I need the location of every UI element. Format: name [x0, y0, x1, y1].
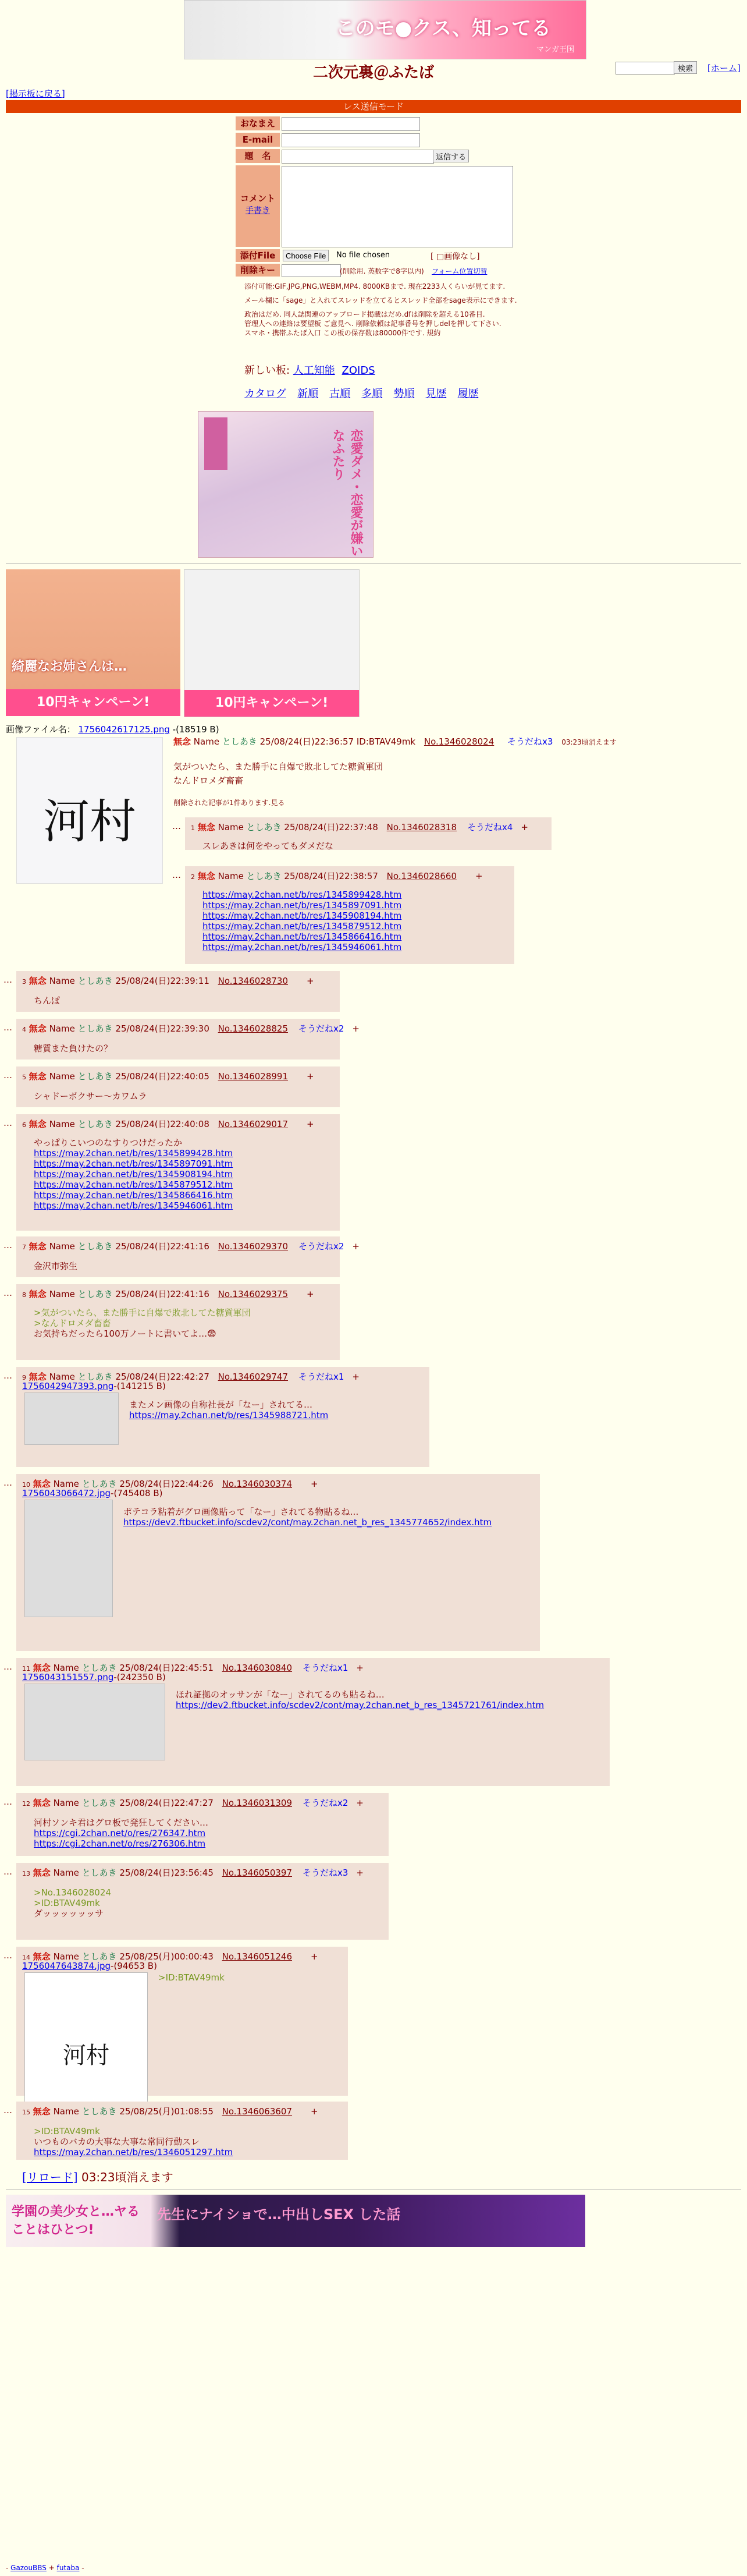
reply-datetime: 25/08/24(日)22:39:11	[115, 976, 209, 986]
reply-index: 12	[22, 1800, 30, 1808]
reply-line: スレあきは何をやってもダメだな	[202, 841, 334, 851]
footer-gazoubbs-link[interactable]: GazouBBS	[10, 2564, 47, 2572]
footer-plus: +	[46, 2564, 57, 2572]
reply-post-number[interactable]: No.1346028318	[386, 822, 457, 832]
reply-thumbnail[interactable]	[24, 1684, 165, 1760]
op-filename-link[interactable]: 1756042617125.png	[78, 724, 170, 735]
reply-subject: 無念	[33, 1868, 51, 1878]
reply-post	[16, 1474, 540, 1651]
reply-url-link[interactable]: https://may.2chan.net/b/res/1345866416.htm	[202, 931, 402, 942]
op-line: 気がついたら、また勝手に自爆で敗北してた糖質軍団	[173, 761, 383, 772]
reply-datetime: 25/08/25(月)01:08:55	[119, 2106, 214, 2117]
note-item: 管理人への連絡は要望板 ご意見へ. 削除依頼は記事番号を押しdelを押して下さい.	[244, 320, 501, 328]
reply-url-link[interactable]: https://may.2chan.net/b/res/1345899428.htm	[34, 1148, 233, 1158]
reply-line: いつものバカの大事な大事な常同行動スレ	[34, 2136, 200, 2147]
ad-tag	[204, 417, 227, 470]
reply-line: お気持ちだったら100万ノートに書いてよ…😨	[34, 1328, 216, 1339]
reply-post-number[interactable]: No.1346063607	[222, 2106, 292, 2117]
reply-url-link[interactable]: https://may.2chan.net/b/res/1345946061.htm	[34, 1200, 233, 1211]
reply-line: ポテコラ粘着がグロ画像貼って「なー」されてる物貼るね…	[123, 1507, 359, 1517]
reply-datetime: 25/08/24(日)22:45:51	[119, 1663, 214, 1673]
reply-name: としあき	[77, 1372, 113, 1382]
reply-filesize: -(141215 B)	[113, 1381, 166, 1391]
reply-plus-button[interactable]: +	[356, 1868, 364, 1878]
reply-index: 6	[22, 1121, 26, 1129]
reply-subject: 無念	[29, 1372, 47, 1382]
reply-line: 糖質また負けたの？	[34, 1043, 113, 1054]
bottom-ad-left: 学園の美少女と…ヤることはひとつ!	[12, 2205, 140, 2237]
banner-text: このモ●クス、知ってる	[335, 17, 551, 40]
reply-name-label: Name	[49, 1071, 75, 1082]
submit-reply-button[interactable]: 返信する	[433, 150, 469, 162]
op-line: なんドロメダ畜畜	[173, 775, 244, 786]
reply-post	[16, 1863, 389, 1940]
op-image-text: 河村	[43, 795, 136, 849]
reply-datetime: 25/08/24(日)22:41:16	[115, 1241, 209, 1252]
reply-line: 金沢市弥生	[34, 1261, 78, 1271]
reply-ellipsis: …	[3, 1370, 12, 1381]
reply-url-link[interactable]: https://may.2chan.net/b/res/1346051297.htm	[34, 2147, 233, 2157]
reply-ellipsis: …	[3, 2105, 12, 2116]
bottom-ad-right: 先生にナイショで…中出しSEX した話	[157, 2206, 401, 2223]
reply-post-number[interactable]: No.1346029017	[218, 1119, 288, 1129]
reply-subject: 無念	[29, 976, 47, 986]
home-link[interactable]: [ホーム]	[707, 63, 741, 73]
reply-name: としあき	[81, 1951, 117, 1962]
reply-soudane[interactable]: そうだねx4	[467, 822, 513, 832]
reply-post-number[interactable]: No.1346051246	[222, 1951, 292, 1962]
name-field[interactable]	[282, 117, 420, 131]
reply-name-label: Name	[49, 1119, 75, 1129]
reply-plus-button[interactable]: +	[311, 1479, 318, 1489]
catalog-link[interactable]: カタログ	[244, 388, 286, 400]
reply-plus-button[interactable]: +	[307, 1119, 314, 1129]
top-ad-banner[interactable]	[184, 0, 586, 59]
reply-plus-button[interactable]: +	[356, 1663, 364, 1673]
reply-ellipsis: …	[3, 1240, 12, 1250]
reply-ellipsis: …	[3, 1288, 12, 1298]
reply-line: ちんぽ	[34, 995, 61, 1006]
reply-post	[16, 1114, 340, 1231]
reply-post	[16, 971, 340, 1012]
reply-index: 5	[22, 1073, 26, 1081]
reply-url-link[interactable]: https://may.2chan.net/b/res/1345946061.htm	[202, 942, 402, 952]
no-image-checkbox[interactable]: [ □画像なし]	[431, 252, 480, 261]
reply-name-label: Name	[49, 976, 75, 986]
search-button[interactable]: 検索	[674, 61, 697, 74]
reply-ellipsis: …	[3, 1797, 12, 1807]
reply-plus-button[interactable]: +	[307, 1289, 314, 1299]
reply-line: ダッッッッッッサ	[34, 1908, 104, 1919]
reply-url-link[interactable]: https://may.2chan.net/b/res/1345897091.htm	[202, 900, 402, 910]
reply-ellipsis: …	[172, 870, 181, 880]
reply-plus-button[interactable]: +	[311, 1951, 318, 1962]
reply-subject: 無念	[33, 1663, 51, 1673]
reply-mode-bar: レス送信モード	[6, 100, 741, 113]
reply-name-label: Name	[53, 1868, 79, 1878]
reply-index: 13	[22, 1870, 30, 1877]
reload-note: 03:23頃消えます	[81, 2170, 173, 2184]
reply-plus-button[interactable]: +	[356, 1798, 364, 1808]
reply-ellipsis: …	[3, 1477, 12, 1488]
reply-url-link[interactable]: https://cgi.2chan.net/o/res/276306.htm	[34, 1838, 206, 1849]
reply-subject: 無念	[29, 1119, 47, 1129]
reply-index: 15	[22, 2109, 30, 2116]
reply-url-link[interactable]: https://may.2chan.net/b/res/1345908194.htm	[34, 1169, 233, 1179]
reply-index: 7	[22, 1243, 26, 1251]
reply-post	[16, 1284, 340, 1360]
reply-soudane[interactable]: そうだねx2	[303, 1798, 348, 1808]
reply-url-link[interactable]: https://may.2chan.net/b/res/1345879512.htm	[34, 1179, 233, 1190]
reply-name-label: Name	[49, 1023, 75, 1034]
reply-subject: 無念	[29, 1071, 47, 1082]
reply-post	[16, 1236, 360, 1277]
reply-name: としあき	[246, 822, 282, 832]
op-filename-label: 画像ファイル名：	[6, 724, 76, 735]
subject-label: 題 名	[236, 149, 280, 163]
reply-name: としあき	[77, 1071, 113, 1082]
footer-futaba-link[interactable]: futaba	[56, 2564, 80, 2572]
reply-name: としあき	[81, 2106, 117, 2117]
reply-name-label: Name	[53, 1663, 79, 1673]
reply-datetime: 25/08/24(日)22:38:57	[284, 871, 378, 881]
reply-filesize: -(94653 B)	[111, 1961, 157, 1971]
reply-file-link[interactable]: 1756043066472.jpg	[22, 1488, 111, 1498]
reply-plus-button[interactable]: +	[475, 871, 483, 881]
campaign-label: 10円キャンペーン!	[6, 689, 180, 716]
op-image[interactable]	[16, 737, 163, 884]
reply-subject: 無念	[29, 1023, 47, 1034]
file-status: No file chosen	[336, 251, 390, 260]
reply-quote: >気がついたら、また勝手に自爆で敗北してた糖質軍団	[34, 1308, 251, 1318]
reply-post-number[interactable]: No.1346031309	[222, 1798, 292, 1808]
note-item: メール欄に「sage」と入れてスレッドを立てるとスレッド全部をsage表示にできます.	[244, 296, 517, 304]
reply-datetime: 25/08/24(日)22:44:26	[119, 1479, 214, 1489]
middle-ad[interactable]	[198, 411, 374, 558]
reply-name-label: Name	[49, 1241, 75, 1252]
sort-many-link[interactable]: 多順	[361, 388, 383, 400]
reply-name-label: Name	[218, 822, 244, 832]
reply-name-label: Name	[53, 2106, 79, 2117]
reply-index: 8	[22, 1291, 26, 1299]
reply-post	[16, 1066, 340, 1107]
campaign-ad-right[interactable]	[184, 569, 360, 717]
reply-name: としあき	[81, 1479, 117, 1489]
reply-post-number[interactable]: No.1346029370	[218, 1241, 288, 1252]
footer-dash: -	[6, 2564, 11, 2572]
reply-soudane[interactable]: そうだねx1	[303, 1663, 348, 1673]
new-board-link[interactable]: 人工知能	[293, 364, 335, 377]
delkey-field[interactable]	[282, 264, 341, 277]
subject-field[interactable]	[282, 150, 434, 164]
reply-quote: >なんドロメダ畜畜	[34, 1318, 111, 1328]
reply-post-number[interactable]: No.1346029747	[218, 1372, 288, 1382]
handwrite-link[interactable]: 手書き	[246, 206, 270, 215]
email-label: E-mail	[236, 133, 280, 147]
reply-post	[16, 1658, 610, 1786]
new-boards-label: 新しい板:	[244, 364, 290, 377]
reply-ellipsis: …	[3, 1950, 12, 1961]
reply-datetime: 25/08/24(日)22:40:05	[115, 1071, 209, 1082]
reply-url-link[interactable]: https://may.2chan.net/b/res/1345899428.htm	[202, 890, 402, 900]
reply-url-link[interactable]: https://may.2chan.net/b/res/1345897091.htm	[34, 1158, 233, 1169]
back-to-board-link[interactable]: [掲示板に戻る]	[6, 88, 65, 99]
campaign-label: 10円キャンペーン!	[184, 690, 359, 717]
reply-name-label: Name	[49, 1372, 75, 1382]
reply-post-number[interactable]: No.1346030374	[222, 1479, 292, 1489]
op-subject: 無念	[173, 736, 191, 747]
history-link[interactable]: 履歴	[457, 388, 479, 400]
reply-post-number[interactable]: No.1346028991	[218, 1071, 288, 1082]
reply-quote: >ID:BTAV49mk	[34, 1898, 100, 1908]
reply-post	[16, 1367, 429, 1467]
bottom-ad[interactable]	[6, 2195, 585, 2247]
campaign-ad-left[interactable]	[6, 569, 180, 716]
reply-url-link[interactable]: https://dev2.ftbucket.info/scdev2/cont/may.2chan.net_b_res_1345774652/index.htm	[123, 1517, 492, 1528]
reply-line: 河村ソンキ君はグロ板で発狂してください…	[34, 1817, 209, 1828]
reply-datetime: 25/08/25(月)00:00:43	[119, 1951, 214, 1962]
reply-post	[16, 1793, 389, 1856]
comment-textarea[interactable]	[282, 166, 513, 247]
reply-post	[185, 817, 552, 850]
op-expire: 03:23頃消えます	[561, 738, 617, 746]
deleted-note[interactable]: 削除された記事が1件あります.見る	[173, 799, 285, 807]
reply-soudane[interactable]: そうだねx1	[298, 1372, 344, 1382]
reply-name: としあき	[81, 1798, 117, 1808]
reply-thumbnail[interactable]	[24, 1392, 119, 1445]
reply-index: 14	[22, 1954, 30, 1961]
reply-name: としあき	[81, 1663, 117, 1673]
new-board-link[interactable]: ZOIDS	[342, 364, 375, 377]
reply-subject: 無念	[33, 1798, 51, 1808]
reply-plus-button[interactable]: +	[311, 2106, 318, 2117]
reply-ellipsis: …	[3, 1661, 12, 1672]
reply-file-link[interactable]: 1756043151557.png	[22, 1672, 114, 1682]
reply-line: ほれ証拠のオッサンが「なー」されてるのも貼るね…	[176, 1689, 385, 1700]
reply-name: としあき	[77, 1289, 113, 1299]
reply-name-label: Name	[53, 1479, 79, 1489]
thumbnail-text: 河村	[63, 2042, 109, 2069]
reply-plus-button[interactable]: +	[307, 1071, 314, 1082]
sort-momentum-link[interactable]: 勢順	[393, 388, 415, 400]
reply-index: 10	[22, 1481, 30, 1489]
reply-line: やっぱりこいつのなすりつけだったか	[34, 1138, 183, 1148]
reply-ellipsis: …	[3, 1866, 12, 1877]
reply-subject: 無念	[33, 1951, 51, 1962]
footer-dash: -	[79, 2564, 84, 2572]
reply-post-number[interactable]: No.1346028730	[218, 976, 288, 986]
note-item: スマホ・携帯ふたば入口 この板の保存数は80000件です. 規約	[244, 329, 441, 337]
reply-url-link[interactable]: https://dev2.ftbucket.info/scdev2/cont/may.2chan.net_b_res_1345721761/index.htm	[176, 1700, 545, 1710]
delkey-note: (削除用. 英数字で8字以内)	[340, 267, 424, 275]
op-name: としあき	[222, 736, 257, 747]
reply-name: としあき	[81, 1868, 117, 1878]
reply-post-number[interactable]: No.1346029375	[218, 1289, 288, 1299]
reply-datetime: 25/08/24(日)22:42:27	[115, 1372, 209, 1382]
reply-post	[185, 866, 514, 964]
email-field[interactable]	[282, 133, 420, 147]
reply-quote: >No.1346028024	[34, 1887, 111, 1898]
reply-subject: 無念	[29, 1241, 47, 1252]
reply-name-label: Name	[49, 1289, 75, 1299]
note-item: 政治はだめ. 同人誌関連のアップロード掲載はだめ.dfは削除を超える10番目.	[244, 310, 485, 318]
reply-post-number[interactable]: No.1346028825	[218, 1023, 288, 1034]
reply-plus-button[interactable]: +	[307, 976, 314, 986]
reply-subject: 無念	[33, 1479, 51, 1489]
reply-datetime: 25/08/24(日)23:56:45	[119, 1868, 214, 1878]
reply-datetime: 25/08/24(日)22:39:30	[115, 1023, 209, 1034]
ad-title: 恋愛ダメ・恋愛が嫌いなふたり	[330, 429, 363, 557]
sort-old-link[interactable]: 古順	[329, 388, 351, 400]
reply-soudane[interactable]: そうだねx2	[298, 1241, 344, 1252]
search-input[interactable]	[616, 62, 675, 75]
op-filesize: -(18519 B)	[172, 724, 219, 735]
reply-datetime: 25/08/24(日)22:40:08	[115, 1119, 209, 1129]
reply-index: 2	[191, 873, 195, 881]
reply-post-number[interactable]: No.1346028660	[386, 871, 457, 881]
reply-name-label: Name	[218, 871, 244, 881]
comment-label-cell	[236, 165, 280, 247]
reply-ellipsis: …	[3, 975, 12, 985]
reply-datetime: 25/08/24(日)22:37:48	[284, 822, 378, 832]
reply-ellipsis: …	[172, 821, 181, 831]
reply-post	[16, 1947, 348, 2096]
reply-quote: >ID:BTAV49mk	[158, 1972, 225, 1983]
reply-post-number[interactable]: No.1346030840	[222, 1663, 292, 1673]
op-name-label: Name	[193, 736, 220, 747]
reply-name: としあき	[77, 1119, 113, 1129]
reply-subject: 無念	[197, 822, 215, 832]
reply-index: 11	[22, 1665, 30, 1673]
reply-file-link[interactable]: 1756042947393.png	[22, 1381, 114, 1391]
reply-plus-button[interactable]: +	[352, 1372, 360, 1382]
reply-plus-button[interactable]: +	[521, 822, 528, 832]
form-position-link[interactable]: フォーム位置切替	[432, 267, 488, 275]
reply-subject: 無念	[29, 1289, 47, 1299]
reply-ellipsis: …	[3, 1022, 12, 1033]
reply-soudane[interactable]: そうだねx3	[303, 1868, 348, 1878]
board-title: 二次元裏＠ふたば	[312, 64, 434, 82]
reply-plus-button[interactable]: +	[352, 1023, 360, 1034]
reply-quote: >ID:BTAV49mk	[34, 2126, 100, 2136]
reply-subject: 無念	[197, 871, 215, 881]
reply-ellipsis: …	[3, 1070, 12, 1080]
reply-thumbnail[interactable]	[24, 1500, 113, 1617]
reply-datetime: 25/08/24(日)22:41:16	[115, 1289, 209, 1299]
reply-filesize: -(242350 B)	[113, 1672, 166, 1682]
reply-index: 9	[22, 1374, 26, 1381]
reply-ellipsis: …	[3, 1118, 12, 1128]
reply-name: としあき	[77, 1241, 113, 1252]
reply-post	[16, 2102, 348, 2160]
delkey-label: 削除キー	[236, 264, 280, 277]
reply-url-link[interactable]: https://may.2chan.net/b/res/1345908194.htm	[202, 910, 402, 921]
reply-filesize: -(745408 B)	[111, 1488, 163, 1498]
file-label: 添付File	[236, 249, 280, 262]
reply-url-link[interactable]: https://cgi.2chan.net/o/res/276347.htm	[34, 1828, 206, 1838]
reply-file-link[interactable]: 1756047643874.jpg	[22, 1961, 111, 1971]
reply-url-link[interactable]: https://may.2chan.net/b/res/1345866416.htm	[34, 1190, 233, 1200]
reply-datetime: 25/08/24(日)22:47:27	[119, 1798, 214, 1808]
reply-name-label: Name	[53, 1798, 79, 1808]
campaign-caption: 綺麗なお姉さんは…	[12, 660, 127, 674]
view-history-link[interactable]: 見歴	[425, 388, 447, 400]
op-soudane[interactable]: そうだねx3	[507, 736, 553, 747]
reply-subject: 無念	[33, 2106, 51, 2117]
reply-name-label: Name	[53, 1951, 79, 1962]
banner-sub: マンガ王国	[536, 45, 574, 54]
reply-name: としあき	[77, 1023, 113, 1034]
reply-post-number[interactable]: No.1346050397	[222, 1868, 292, 1878]
sort-new-link[interactable]: 新順	[297, 388, 319, 400]
reply-index: 1	[191, 824, 195, 832]
reply-line: またメン画像の自称社長が「なー」されてる…	[129, 1399, 313, 1410]
choose-file-button[interactable]: Choose File	[283, 250, 329, 261]
reply-name: としあき	[77, 976, 113, 986]
reply-post	[16, 1019, 360, 1060]
comment-label: コメント	[240, 193, 275, 204]
reply-url-link[interactable]: https://may.2chan.net/b/res/1345988721.htm	[129, 1410, 329, 1420]
reply-index: 3	[22, 978, 26, 986]
op-datetime: 25/08/24(日)22:36:57 ID:BTAV49mk	[259, 736, 416, 747]
reply-url-link[interactable]: https://may.2chan.net/b/res/1345879512.htm	[202, 921, 402, 931]
reply-index: 4	[22, 1026, 26, 1033]
name-label: おなまえ	[236, 116, 280, 130]
reply-soudane[interactable]: そうだねx2	[298, 1023, 344, 1034]
reply-name: としあき	[246, 871, 282, 881]
reply-plus-button[interactable]: +	[352, 1241, 360, 1252]
reply-line: シャドーボクサー〜カワムラ	[34, 1091, 147, 1101]
reload-link[interactable]: [リロード]	[22, 2170, 78, 2184]
op-post-number[interactable]: No.1346028024	[424, 736, 495, 747]
note-item: 添付可能:GIF,JPG,PNG,WEBM,MP4. 8000KBまで. 現在2233人くらいが見てます.	[244, 282, 506, 290]
